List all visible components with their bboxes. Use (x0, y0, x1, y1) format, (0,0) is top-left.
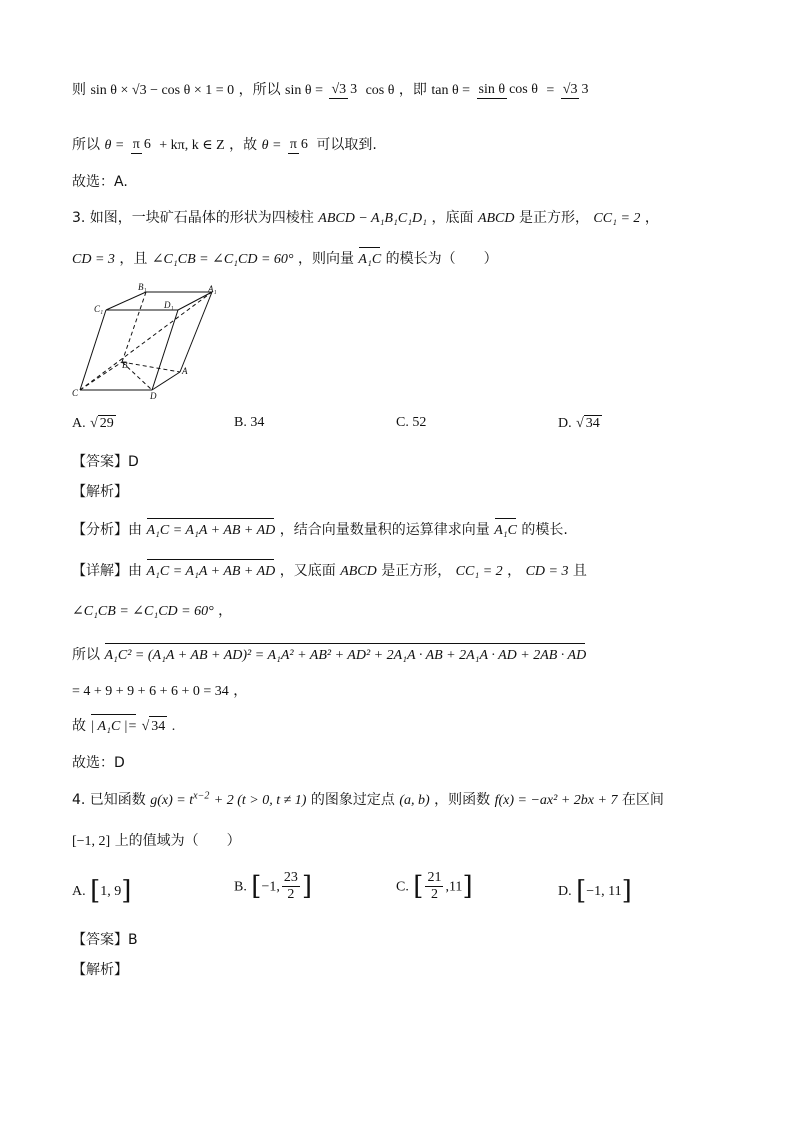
analysis-heading-4: 【解析】 (72, 962, 128, 978)
option-label: D. (558, 416, 572, 431)
option-label: C. (396, 879, 409, 895)
formula: θ = (104, 138, 125, 153)
text: ，故 (229, 137, 258, 153)
text: ，则函数 (434, 792, 491, 808)
text: 是正方形， (381, 563, 452, 579)
text: 且 (572, 563, 587, 579)
text: 【分析】由 (72, 522, 142, 538)
q4-option-b (234, 870, 312, 903)
edge-D-D1 (152, 310, 178, 390)
option-label: B. (234, 879, 247, 895)
text: ，即 (398, 82, 427, 98)
option-d (558, 415, 602, 432)
option-value: 1, 9 (100, 884, 122, 899)
radicand: 29 (99, 416, 114, 431)
formula: [−1, 2] (72, 834, 111, 849)
edge-B-B1 (122, 292, 146, 362)
q4-option-c (396, 870, 473, 903)
formula: ∠C₁CB = ∠C₁CD = 60° (151, 252, 294, 267)
edge-D-A (152, 372, 180, 390)
formula: CD = 3 (525, 564, 569, 579)
answer-select-2: 故选：A. (72, 174, 128, 190)
detail-line-1 (72, 561, 587, 582)
formula: ABCD (477, 211, 515, 226)
formula: CD = 3 (72, 252, 115, 267)
edge-A-A1 (180, 292, 212, 372)
solution-line-2 (72, 135, 377, 156)
answer-select-3: 故选：D (72, 755, 125, 771)
edge-D1-A1 (178, 292, 212, 310)
formula: ∠C₁CB = ∠C₁CD = 60° (72, 604, 214, 619)
bracket: ] (621, 876, 632, 906)
vertex-label-B: B (122, 360, 128, 370)
formula: θ = (261, 138, 282, 153)
formula: cos θ (365, 83, 395, 98)
numerator: 23 (283, 870, 298, 885)
text: 所以 (72, 647, 100, 663)
vertex-label-B1: B₁ (138, 282, 147, 292)
numerator: π (132, 137, 140, 152)
option-b: B. 34 (234, 415, 265, 430)
text: ， (507, 563, 522, 579)
denominator: 3 (350, 82, 358, 97)
question-3-line-2 (72, 249, 498, 270)
formula: = 4 + 9 + 9 + 6 + 6 + 0 = 34 (72, 684, 229, 699)
sqrt: √ 29 (90, 416, 114, 431)
sqrt: √ 34 (142, 716, 168, 737)
numerator: sin θ (478, 82, 506, 97)
analysis-heading-3: 【解析】 (72, 484, 128, 500)
fraction (131, 136, 153, 154)
radicand: 34 (585, 416, 600, 431)
text: 在区间 (621, 792, 664, 808)
option-value: ,11 (445, 879, 463, 895)
vertex-label-A1: A₁ (208, 284, 217, 294)
bracket: ] (121, 876, 132, 906)
denominator: 6 (300, 137, 308, 152)
text: ，底面 (431, 210, 474, 226)
vertex-label-C: C (72, 388, 79, 398)
fraction (329, 81, 359, 99)
text: 的模长. (521, 522, 568, 538)
formula: + 2 (t > 0, t ≠ 1) (213, 793, 307, 808)
solution-line-1 (72, 80, 592, 101)
edge-B-A (122, 362, 180, 372)
question-4-line-2 (72, 831, 241, 852)
text: ，则向量 (297, 251, 354, 267)
text: ，所以 (238, 82, 281, 98)
answer-4: 【答案】B (72, 932, 138, 948)
q4-option-a (72, 876, 131, 906)
formula: + kπ, k ∈ Z (159, 138, 225, 153)
vector-modulus: | A₁C |= (90, 717, 137, 737)
denominator: cos θ (509, 82, 538, 97)
text: ，且 (119, 251, 148, 267)
vertex-label-D1: D₁ (164, 300, 174, 310)
edge-C-C1 (80, 310, 106, 390)
formula: sin θ = (285, 83, 323, 98)
bracket: [ (576, 876, 587, 906)
q4-option-d (558, 876, 632, 906)
text: 可以取到. (316, 137, 377, 153)
bracket: ] (301, 871, 313, 902)
fraction (282, 870, 300, 903)
text: ， (233, 683, 248, 699)
exponent: x−2 (193, 790, 210, 802)
text: ，结合向量数量积的运算律求向量 (279, 522, 490, 538)
vector-formula: A₁C = A₁A + AB + AD (146, 562, 275, 582)
text: ，又底面 (279, 563, 336, 579)
numerator: 21 (427, 870, 442, 885)
option-label: A. (72, 884, 86, 899)
denominator: 6 (143, 137, 151, 152)
text: 所以 (72, 137, 100, 153)
bracket: [ (90, 876, 101, 906)
denominator: 2 (287, 887, 295, 902)
numerator: √3 (331, 82, 347, 97)
formula: ABCD (340, 564, 377, 579)
numerator: π (289, 137, 297, 152)
vector-formula: A₁C² = (A₁A + AB + AD)² = A₁A² + AB² + AD² + 2A₁A · AB + 2A₁A · AD + 2AB · AD (104, 646, 586, 666)
text: 上的值域为（ ） (114, 833, 241, 849)
vertex-label-C1: C₁ (94, 304, 104, 314)
formula: f(x) = −ax² + 2bx + 7 (494, 793, 618, 808)
option-label: A. (72, 416, 86, 431)
vertex-label-D: D (150, 391, 157, 401)
detail-line-4 (72, 681, 247, 702)
option-a (72, 415, 116, 432)
numerator: √3 (562, 82, 578, 97)
formula: (a, b) (399, 793, 430, 808)
vector-formula: A₁C = A₁A + AB + AD (146, 521, 275, 541)
option-value: −1, 11 (586, 884, 622, 899)
fraction (561, 81, 591, 99)
text: 的模长为（ ） (385, 251, 498, 267)
text: 故 (72, 718, 86, 734)
text: 【详解】由 (72, 563, 142, 579)
fraction (288, 136, 310, 154)
fraction (425, 870, 443, 903)
option-value: −1, (261, 879, 280, 895)
edge-C1-B1 (106, 292, 146, 310)
vertex-label-A: A (182, 366, 188, 376)
text: 的图象过定点 (310, 792, 395, 808)
text: 4. 已知函数 (72, 792, 146, 808)
detail-line-2 (72, 601, 232, 622)
formula: g(x) = t (150, 793, 194, 808)
text: ， (218, 603, 233, 619)
vector: A₁C (494, 521, 517, 541)
text: . (171, 719, 176, 734)
formula: sin θ × √3 − cos θ × 1 = 0 (90, 83, 235, 98)
detail-line-5 (72, 716, 175, 737)
analysis-line (72, 520, 568, 541)
radicand: 34 (149, 716, 167, 737)
detail-line-3 (72, 645, 586, 666)
bracket: [ (251, 871, 262, 902)
answer-3: 【答案】D (72, 454, 139, 470)
option-label: D. (558, 884, 572, 899)
formula: = (546, 83, 555, 98)
bracket: ] (462, 871, 473, 902)
denominator: 2 (430, 887, 438, 902)
formula: tan θ = (431, 83, 471, 98)
text: ， (644, 210, 659, 226)
question-3-line-1 (72, 208, 659, 229)
formula: CC₁ = 2 (455, 564, 503, 579)
text: 3. 如图，一块矿石晶体的形状为四棱柱 (72, 210, 314, 226)
option-c: C. 52 (396, 415, 427, 430)
text: 是正方形， (518, 210, 589, 226)
text: 则 (72, 82, 86, 98)
vector: A₁C (358, 250, 381, 270)
question-4-line-1 (72, 790, 664, 811)
formula: ABCD − A₁B₁C₁D₁ (318, 211, 428, 226)
bracket: [ (413, 871, 424, 902)
formula: CC₁ = 2 (593, 211, 641, 226)
sqrt: √ 34 (576, 416, 600, 431)
fraction (477, 81, 540, 99)
prism-figure (72, 282, 232, 404)
denominator: 3 (581, 82, 589, 97)
